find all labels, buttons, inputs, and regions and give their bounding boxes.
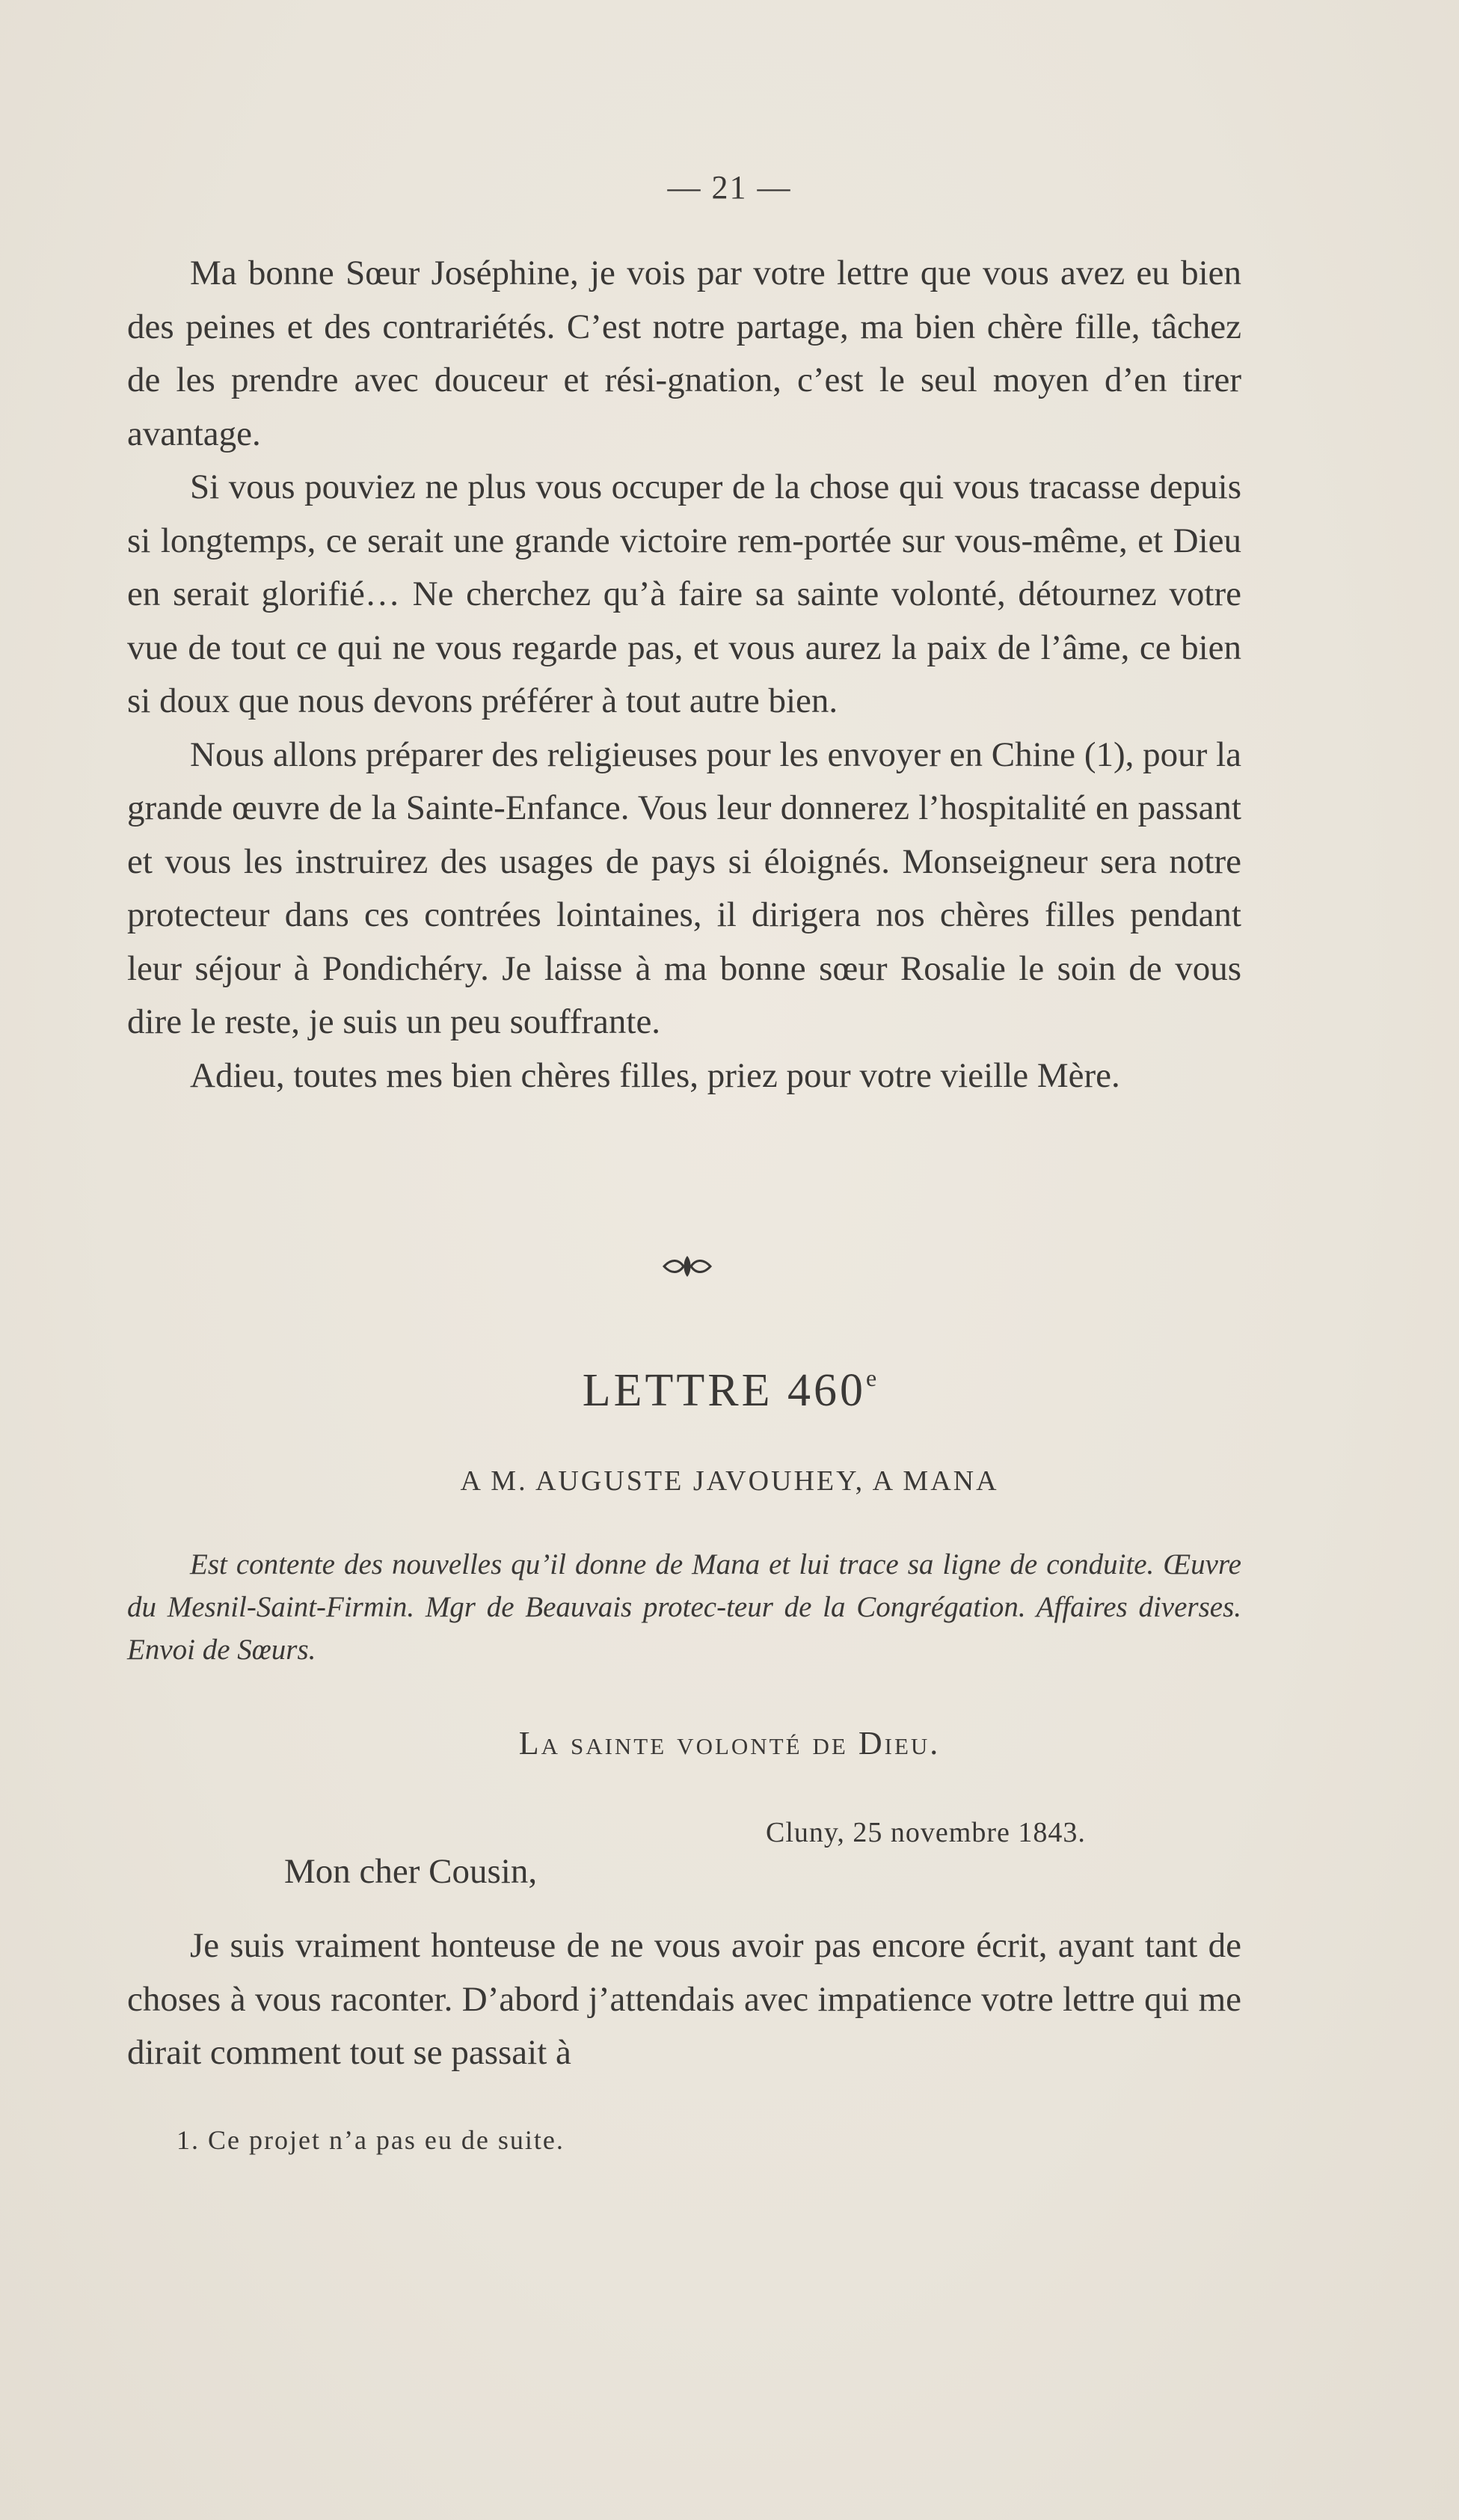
paragraph: Ma bonne Sœur Joséphine, je vois par votre lettre que vous avez eu bien des peines et des contrariétés. C’est notre partage, ma bien chère fille, tâchez de les prendre avec douceur et rési-gnation, c’est le seul moyen d’en tirer avantage. <box>127 254 1241 453</box>
letter-salutation: Mon cher Cousin, <box>284 1852 538 1891</box>
letter-460-body <box>127 1919 1241 2080</box>
paragraph: Adieu, toutes mes bien chères filles, priez pour votre vieille Mère. <box>190 1055 1120 1095</box>
letter-recipient: A M. AUGUSTE JAVOUHEY, A MANA <box>460 1465 999 1497</box>
fleuron-ornament-icon <box>661 1254 713 1279</box>
footnote: 1. Ce projet n’a pas eu de suite. <box>176 2125 565 2155</box>
letter-summary: Est contente des nouvelles qu’il donne de Mana et lui trace sa ligne de conduite. Œuvre du Mesnil-Saint-Firmin. Mgr de Beauvais protec-teur de la Congrégation. Affaires diverses. Envoi de Sœurs. <box>127 1548 1241 1666</box>
paragraph: Je suis vraiment honteuse de ne vous avoir pas encore écrit, ayant tant de choses à vous raconter. D’abord j’attendais avec impatience votre lettre qui me dirait comment tout se passait à <box>127 1926 1241 2072</box>
paragraph: Nous allons préparer des religieuses pour les envoyer en Chine (1), pour la grande œuvre de la Sainte-Enfance. Vous leur donnerez l’hospitalité en passant et vous les instruirez des usages de pays si éloignés. Monseigneur sera notre protecteur dans ces contrées lointaines, il dirigera nos chères filles pendant leur séjour à Pondichéry. Je laisse à ma bonne sœur Rosalie le soin de vous dire le reste, je suis un peu souffrante. <box>127 735 1241 1041</box>
paragraph: Si vous pouviez ne plus vous occuper de la chose qui vous tracasse depuis si longtemps, ce serait une grande victoire rem-portée sur vous-même, et Dieu en serait glorifié… Ne cherchez qu’à faire sa sainte volonté, détournez votre vue de tout ce qui ne vous regarde pas, et vous aurez la paix de l’âme, ce bien si doux que nous devons préférer à tout autre bien. <box>127 467 1241 720</box>
page-number: — 21 — <box>667 169 792 206</box>
letter-459-body <box>127 247 1241 1103</box>
letter-title: LETTRE 460e <box>582 1364 877 1416</box>
letter-date: Cluny, 25 novembre 1843. <box>766 1817 1086 1848</box>
letter-motto: La sainte volonté de Dieu. <box>518 1725 941 1762</box>
ordinal-suffix: e <box>866 1364 877 1391</box>
